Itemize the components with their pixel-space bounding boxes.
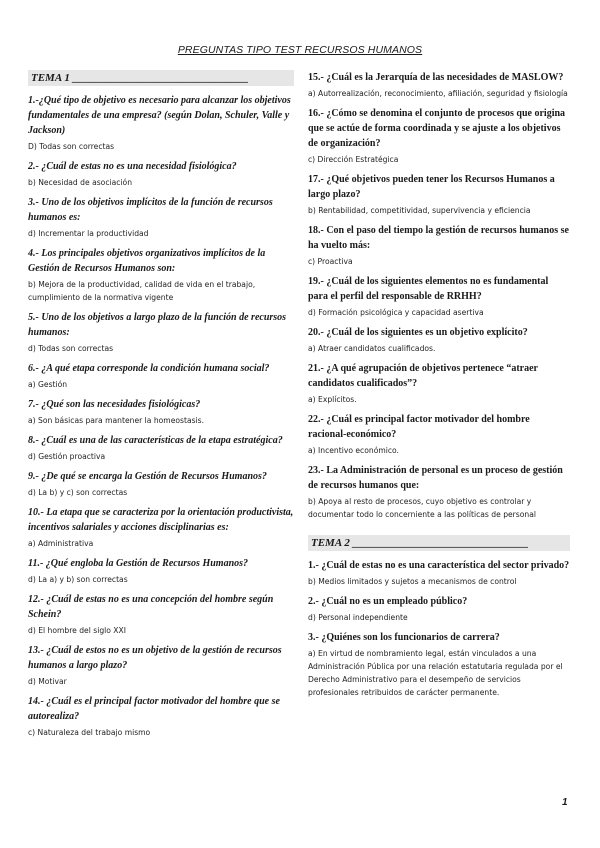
answer: d) Personal independiente	[308, 613, 408, 622]
question: 9.- ¿De qué se encarga la Gestión de Recursos Humanos?	[28, 471, 267, 482]
tema-2-heading: TEMA 2 ________________________________	[308, 535, 570, 551]
tema-2-question-list	[308, 558, 570, 699]
question: 4.- Los principales objetivos organizativos implícitos de la Gestión de Recursos Humanos son:	[28, 248, 266, 274]
question: 19.- ¿Cuál de los siguientes elementos no es fundamental para el perfil del responsable de RRHH?	[308, 276, 549, 302]
answer: a) Autorrealización, reconocimiento, afiliación, seguridad y fisiología	[308, 89, 568, 98]
answer: a) Gestión	[28, 380, 68, 389]
question: 20.- ¿Cuál de los siguientes es un objetivo explícito?	[308, 327, 528, 338]
question: 13.- ¿Cuál de estos no es un objetivo de la gestión de recursos humanos a largo plazo?	[28, 645, 282, 671]
answer: a) Son básicas para mantener la homeostasis.	[28, 416, 205, 425]
answer: b) Rentabilidad, competitividad, supervivencia y eficiencia	[308, 206, 531, 215]
answer: c) Proactiva	[308, 257, 353, 266]
answer: d) La b) y c) son correctas	[28, 488, 128, 497]
answer: d) Motivar	[28, 677, 67, 686]
answer: a) Atraer candidatos cualificados.	[308, 344, 436, 353]
answer: b) Mejora de la productividad, calidad de vida en el trabajo, cumplimiento de la normativa vigente	[28, 280, 256, 302]
question: 2.- ¿Cuál de estas no es una necesidad fisiológica?	[28, 161, 237, 172]
question: 22.- ¿Cuál es principal factor motivador del hombre racional-económico?	[308, 414, 530, 440]
question: 3.- ¿Quiénes son los funcionarios de carrera?	[308, 632, 500, 643]
question: 1.- ¿Cuál de estas no es una característica del sector privado?	[308, 560, 570, 571]
answer: a) Explícitos.	[308, 395, 357, 404]
question: 17.- ¿Qué objetivos pueden tener los Recursos Humanos a largo plazo?	[308, 174, 555, 200]
question: 7.- ¿Qué son las necesidades fisiológicas?	[28, 399, 201, 410]
answer: d) Formación psicológica y capacidad asertiva	[308, 308, 484, 317]
question: 10.- La etapa que se caracteriza por la orientación productivista, incentivos salariales y acciones disciplinarias es:	[28, 507, 294, 533]
answer: c) Dirección Estratégica	[308, 155, 399, 164]
question: 11.- ¿Qué engloba la Gestión de Recursos Humanos?	[28, 558, 249, 569]
question: 1.-¿Qué tipo de objetivo es necesario para alcanzar los objetivos fundamentales de una empresa? (según Dolan, Schuler, Valle y Jackson)	[28, 95, 291, 136]
page-number: 1	[562, 797, 568, 808]
question: 2.- ¿Cuál no es un empleado público?	[308, 596, 468, 607]
question: 15.- ¿Cuál es la Jerarquía de las necesidades de MASLOW?	[308, 72, 564, 83]
question: 18.- Con el paso del tiempo la gestión de recursos humanos se ha vuelto más:	[308, 225, 569, 251]
document-title: PREGUNTAS TIPO TEST RECURSOS HUMANOS	[177, 44, 423, 56]
answer: b) Necesidad de asociación	[28, 178, 133, 187]
answer: b) Medios limitados y sujetos a mecanismos de control	[308, 577, 517, 586]
answer: b) Apoya al resto de procesos, cuyo objetivo es controlar y documentar todo lo concerniente a las políticas de personal	[308, 497, 536, 519]
question: 8.- ¿Cuál es una de las características de la etapa estratégica?	[28, 435, 283, 446]
question: 14.- ¿Cuál es el principal factor motivador del hombre que se autorealiza?	[28, 696, 280, 722]
answer: d) Gestión proactiva	[28, 452, 106, 461]
question: 6.- ¿A qué etapa corresponde la condición humana social?	[28, 363, 270, 374]
tema-1-question-list	[28, 93, 294, 739]
tema-1-question-list-continued	[308, 70, 570, 521]
left-column	[28, 70, 294, 745]
question: 12.- ¿Cuál de estas no es una concepción del hombre según Schein?	[28, 594, 274, 620]
question: 21.- ¿A qué agrupación de objetivos pertenece “atraer candidatos cualificados”?	[308, 363, 538, 389]
question: 16.- ¿Cómo se denomina el conjunto de procesos que origina que se actúe de forma coordinada y se ajuste a los objetivos de organización?	[308, 108, 566, 149]
question: 3.- Uno de los objetivos implícitos de la función de recursos humanos es:	[28, 197, 273, 223]
question: 23.- La Administración de personal es un proceso de gestión de recursos humanos que:	[308, 465, 563, 491]
answer: d) El hombre del siglo XXI	[28, 626, 126, 635]
question: 5.- Uno de los objetivos a largo plazo de la función de recursos humanos:	[28, 312, 287, 338]
answer: D) Todas son correctas	[28, 142, 115, 151]
answer: d) Todas son correctas	[28, 344, 114, 353]
answer: a) Administrativa	[28, 539, 94, 548]
answer: a) Incentivo económico.	[308, 446, 399, 455]
answer: c) Naturaleza del trabajo mismo	[28, 728, 151, 737]
tema-1-heading: TEMA 1 ________________________________	[28, 70, 294, 86]
answer: a) En virtud de nombramiento legal, están vinculados a una Administración Pública por una relación estatutaria regulada por el Derecho Administrativo para el desempeño de servicios profesionales retribuidos de carácter permanente.	[308, 649, 563, 697]
right-column	[308, 70, 570, 705]
answer: d) Incrementar la productividad	[28, 229, 149, 238]
answer: d) La a) y b) son correctas	[28, 575, 128, 584]
